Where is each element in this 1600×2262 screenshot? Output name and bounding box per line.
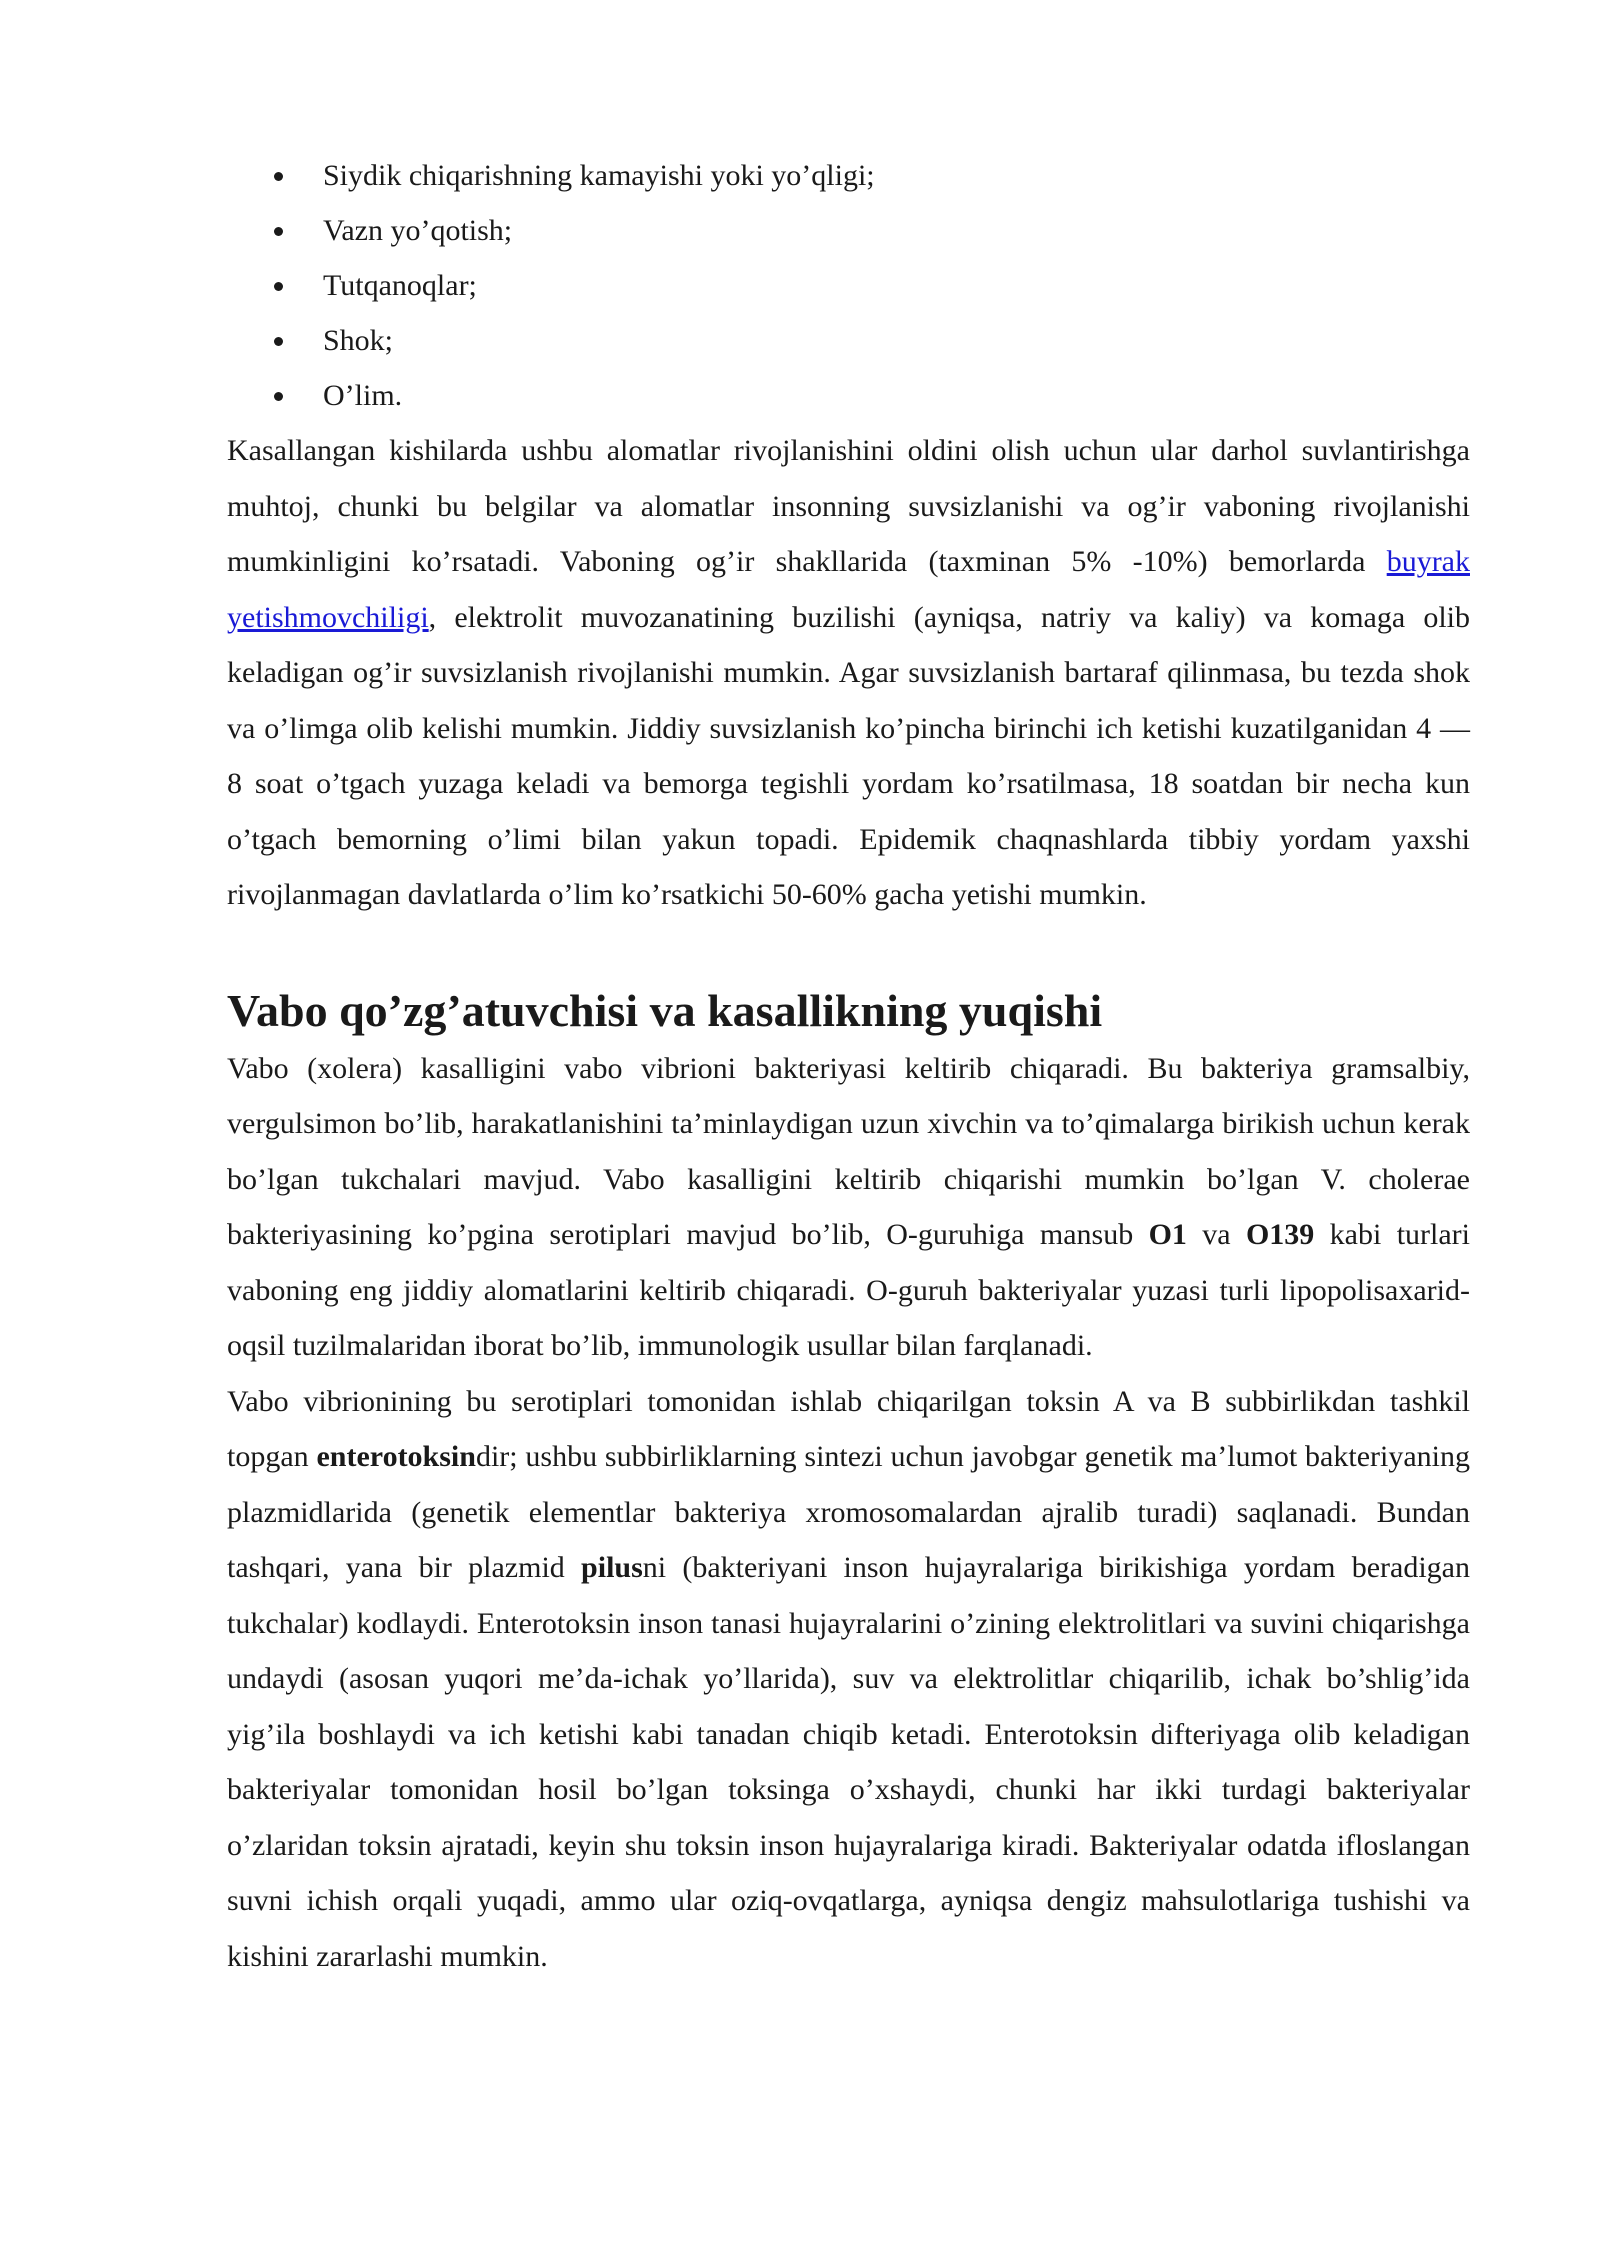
paragraph-text: kabi turlari vaboning eng jiddiy alomatlarini keltirib chiqaradi. O-guruh bakteriyalar yuzasi turli lipopolisaxarid-oqsil tuzilmalaridan iborat bo’lib, immunologik usullar bilan farqlanadi. bbox=[227, 1218, 1470, 1362]
list-item bbox=[227, 368, 1470, 423]
bullet-icon bbox=[274, 282, 283, 291]
list-item bbox=[227, 258, 1470, 313]
paragraph-text: Vabo vibrionining bu serotiplari tomonidan ishlab chiqarilgan toksin A va B subbirlikdan tashkil topgan bbox=[227, 1384, 1470, 1473]
paragraph-text: va bbox=[1186, 1218, 1246, 1251]
bold-term-o1: O1 bbox=[1148, 1218, 1187, 1251]
bullet-icon bbox=[274, 227, 283, 236]
list-item-text: Siydik chiqarishning kamayishi yoki yo’qligi; bbox=[323, 159, 875, 192]
list-item-text: Vazn yo’qotish; bbox=[323, 214, 513, 247]
symptom-list bbox=[227, 148, 1470, 423]
list-item-text: Shok; bbox=[323, 324, 394, 357]
paragraph-toxin bbox=[227, 1374, 1470, 1985]
bullet-icon bbox=[274, 172, 283, 181]
paragraph-text: Vabo (xolera) kasalligini vabo vibrioni bakteriyasi keltirib chiqaradi. Bu bakteriya gramsalbiy, vergulsimon bo’lib, harakatlanishini ta’minlaydigan uzun xivchin va to’qimalarga birikish uchun kerak bo’lgan tukchalari mavjud. Vabo kasalligini keltirib chiqarishi mumkin bo’lgan V. cholerae bakteriyasining ko’pgina serotiplari mavjud bo’lib, O-guruhiga mansub bbox=[227, 1051, 1470, 1251]
bullet-icon bbox=[274, 392, 283, 401]
list-item bbox=[227, 148, 1470, 203]
bullet-icon bbox=[274, 337, 283, 346]
list-item-text: O’lim. bbox=[323, 379, 403, 412]
paragraph-text: , elektrolit muvozanatining buzilishi (ayniqsa, natriy va kaliy) va komaga olib keladigan og’ir suvsizlanish rivojlanishi mumkin. Agar suvsizlanish bartaraf qilinmasa, bu tezda shok va o’limga olib kelishi mumkin. Jiddiy suvsizlanish ko’pincha birinchi ich ketishi kuzatilganidan 4 — 8 soat o’tgach yuzaga keladi va bemorga tegishli yordam ko’rsatilmasa, 18 soatdan bir necha kun o’tgach bemorning o’limi bilan yakun topadi. Epidemik chaqnashlarda tibbiy yordam yaxshi rivojlanmagan davlatlarda o’lim ko’rsatkichi 50-60% gacha yetishi mumkin. bbox=[227, 600, 1470, 911]
paragraph-text: ni (bakteriyani inson hujayralariga birikishiga yordam beradigan tukchalar) kodlaydi. Enterotoksin inson tanasi hujayralarini o’zining elektrolitlari va suvini chiqarishga undaydi (asosan yuqori me’da-ichak yo’llarida), suv va elektrolitlar chiqarilib, ichak bo’shlig’ida yig’ila boshlaydi va ich ketishi kabi tanadan chiqib ketadi. Enterotoksin difteriyaga olib keladigan bakteriyalar tomonidan hosil bo’lgan toksinga o’xshaydi, chunki har ikki turdagi bakteriyalar o’zlaridan toksin ajratadi, keyin shu toksin inson hujayralariga kiradi. Bakteriyalar odatda ifloslangan suvni ichish orqali yuqadi, ammo ular oziq-ovqatlarga, ayniqsa dengiz mahsulotlariga tushishi va kishini zararlashi mumkin. bbox=[227, 1551, 1470, 1973]
section-heading: Vabo qo’zg’atuvchisi va kasallikning yuqishi bbox=[227, 984, 1103, 1036]
bold-term-enterotoxin: enterotoksin bbox=[316, 1440, 476, 1473]
list-item-text: Tutqanoqlar; bbox=[323, 269, 477, 302]
kidney-failure-link[interactable]: buyrak yetishmovchiligi bbox=[227, 545, 1470, 634]
list-item bbox=[227, 203, 1470, 258]
paragraph-complications bbox=[227, 423, 1470, 923]
bold-term-pilus: pilus bbox=[581, 1551, 643, 1584]
list-item bbox=[227, 313, 1470, 368]
document-page bbox=[227, 148, 1470, 1984]
paragraph-pathogen bbox=[227, 1041, 1470, 1374]
paragraph-text: dir; ushbu subbirliklarning sintezi uchun javobgar genetik ma’lumot bakteriyaning plazmidlarida (genetik elementlar bakteriya xromosomalardan ajralib turadi) saqlanadi. Bundan tashqari, yana bir plazmid bbox=[227, 1440, 1470, 1584]
bold-term-o139: O139 bbox=[1245, 1218, 1315, 1251]
paragraph-text: Kasallangan kishilarda ushbu alomatlar rivojlanishini oldini olish uchun ular darhol suvlantirishga muhtoj, chunki bu belgilar va alomatlar insonning suvsizlanishi va og’ir vaboning rivojlanishi mumkinligini ko’rsatadi. Vaboning og’ir shakllarida (taxminan 5% -10%) bemorlarda bbox=[227, 434, 1470, 578]
